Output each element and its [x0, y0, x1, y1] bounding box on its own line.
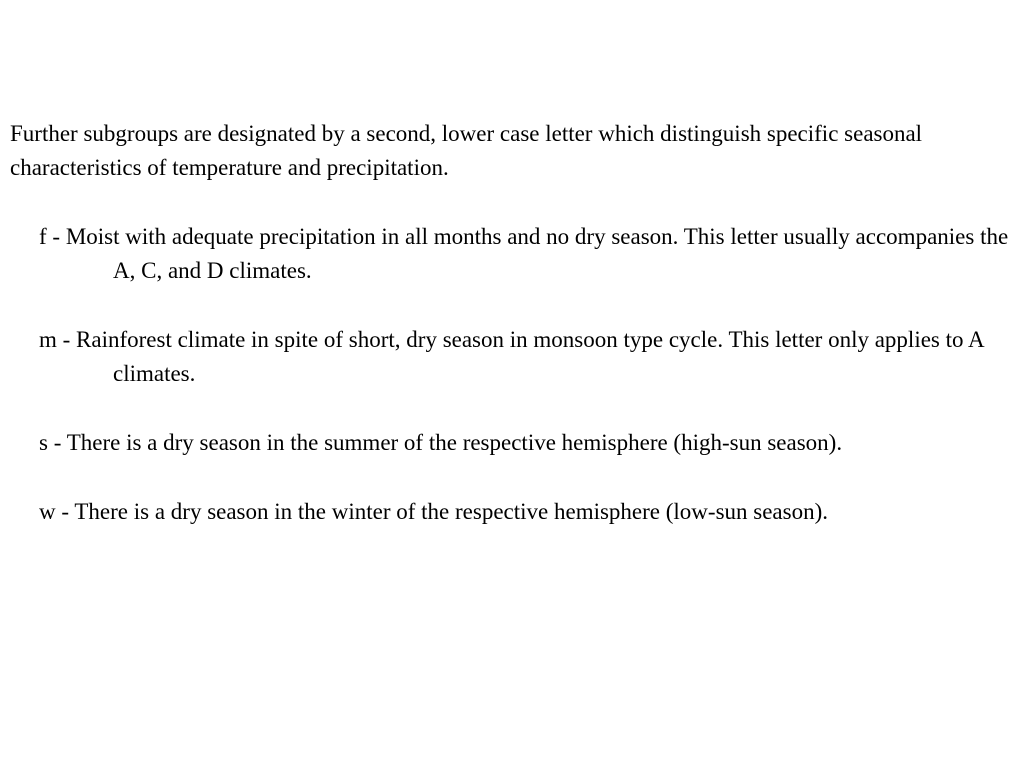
subgroup-definitions	[39, 220, 1014, 529]
definition-w: w - There is a dry season in the winter of the respective hemisphere (low-sun season).	[39, 499, 828, 524]
intro-paragraph: Further subgroups are designated by a second, lower case letter which distinguish specific seasonal characteristics of temperature and precipitation.	[10, 121, 923, 180]
definition-f: f - Moist with adequate precipitation in all months and no dry season. This letter usually accompanies the A, C, and D climates.	[39, 224, 1009, 283]
definition-s: s - There is a dry season in the summer of the respective hemisphere (high-sun season).	[39, 430, 843, 455]
definition-m: m - Rainforest climate in spite of short, dry season in monsoon type cycle. This letter only applies to A climates.	[39, 327, 984, 386]
